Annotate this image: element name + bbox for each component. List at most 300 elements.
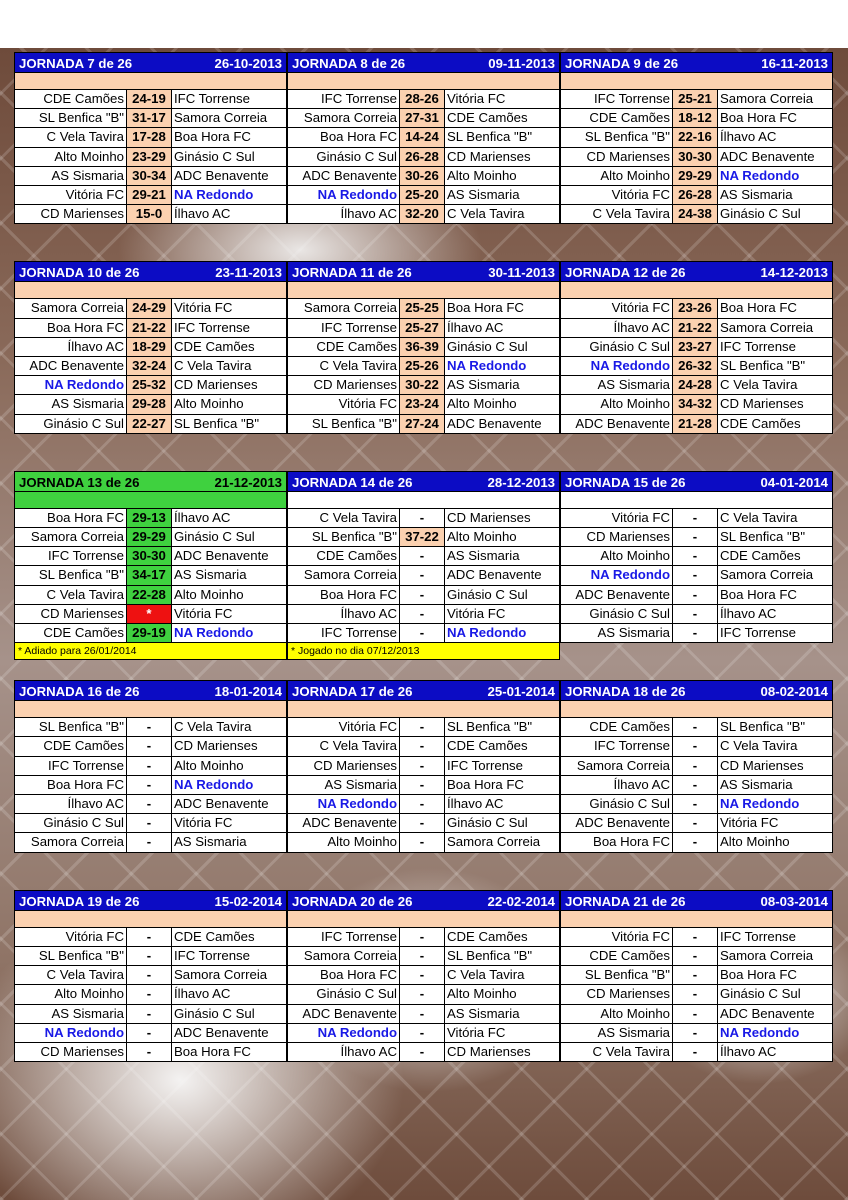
score: 18-29: [127, 337, 172, 356]
game-row: [15, 718, 287, 737]
score: 30-34: [127, 166, 172, 185]
score: -: [673, 624, 718, 643]
away-team: NA Redondo: [718, 795, 833, 814]
game-row: [561, 585, 833, 604]
away-team: Ílhavo AC: [172, 985, 287, 1004]
away-team: SL Benfica "B": [445, 946, 560, 965]
score: 24-19: [127, 90, 172, 109]
away-team: IFC Torrense: [172, 946, 287, 965]
score: -: [673, 814, 718, 833]
score: -: [400, 566, 445, 585]
away-team: NA Redondo: [445, 624, 560, 643]
game-row: [288, 1023, 560, 1042]
score: 15-0: [127, 205, 172, 224]
round-block: [560, 471, 833, 660]
home-team: Ílhavo AC: [288, 604, 400, 623]
home-team: Vitória FC: [15, 927, 127, 946]
score: 14-24: [400, 128, 445, 147]
score: -: [673, 775, 718, 794]
away-team: ADC Benavente: [718, 147, 833, 166]
home-team: NA Redondo: [561, 357, 673, 376]
round-header: [287, 261, 560, 282]
game-row: [561, 1004, 833, 1023]
score: 30-22: [400, 376, 445, 395]
game-row: [561, 376, 833, 395]
away-team: NA Redondo: [445, 357, 560, 376]
row-gap: [14, 853, 834, 890]
away-team: Boa Hora FC: [718, 585, 833, 604]
score: -: [673, 966, 718, 985]
game-row: [15, 966, 287, 985]
round-title: JORNADA 11 de 26: [292, 265, 412, 281]
away-team: C Vela Tavira: [718, 508, 833, 527]
score: 29-28: [127, 395, 172, 414]
games-table: [560, 508, 833, 643]
away-team: Vitória FC: [445, 604, 560, 623]
home-team: SL Benfica "B": [561, 966, 673, 985]
round-date: 18-01-2014: [214, 684, 282, 700]
round-title: JORNADA 19 de 26: [19, 893, 140, 909]
game-row: [561, 395, 833, 414]
home-team: Ginásio C Sul: [15, 414, 127, 433]
games-table: [14, 508, 287, 643]
home-team: NA Redondo: [15, 1023, 127, 1042]
round-title: JORNADA 16 de 26: [19, 684, 140, 700]
away-team: Samora Correia: [172, 966, 287, 985]
round-block: [14, 261, 287, 433]
away-team: NA Redondo: [718, 1023, 833, 1042]
game-row: [561, 1023, 833, 1042]
game-row: [15, 604, 287, 623]
game-row: [288, 566, 560, 585]
fixtures-sheet: [14, 52, 834, 1062]
score: -: [673, 737, 718, 756]
round-title: JORNADA 9 de 26: [565, 56, 679, 71]
home-team: CD Marienses: [15, 205, 127, 224]
away-team: AS Sismaria: [445, 376, 560, 395]
away-team: NA Redondo: [718, 166, 833, 185]
home-team: Ílhavo AC: [561, 318, 673, 337]
away-team: SL Benfica "B": [445, 128, 560, 147]
game-row: [288, 737, 560, 756]
round-title: JORNADA 12 de 26: [565, 265, 686, 281]
score: 26-28: [673, 186, 718, 205]
round-header: [14, 680, 287, 701]
home-team: Alto Moinho: [561, 547, 673, 566]
game-row: [288, 966, 560, 985]
game-row: [288, 1042, 560, 1061]
round-header: [560, 890, 833, 911]
score: 24-29: [127, 299, 172, 318]
game-row: [288, 299, 560, 318]
score: 21-28: [673, 414, 718, 433]
game-row: [561, 109, 833, 128]
game-row: [561, 508, 833, 527]
game-row: [561, 795, 833, 814]
score: 26-32: [673, 357, 718, 376]
away-team: CDE Camões: [445, 927, 560, 946]
home-team: CD Marienses: [15, 604, 127, 623]
game-row: [561, 414, 833, 433]
home-team: Ginásio C Sul: [561, 604, 673, 623]
home-team: AS Sismaria: [15, 166, 127, 185]
game-row: [561, 718, 833, 737]
game-row: [15, 1004, 287, 1023]
game-row: [561, 166, 833, 185]
home-team: Samora Correia: [15, 299, 127, 318]
home-team: ADC Benavente: [288, 814, 400, 833]
round-date: 16-11-2013: [761, 56, 828, 71]
score: 29-19: [127, 624, 172, 643]
score: -: [127, 833, 172, 852]
away-team: Boa Hora FC: [172, 1042, 287, 1061]
round-block: [14, 680, 287, 852]
home-team: C Vela Tavira: [15, 966, 127, 985]
game-row: [288, 624, 560, 643]
round-title: JORNADA 14 de 26: [292, 474, 413, 490]
score: 30-30: [673, 147, 718, 166]
home-team: CDE Camões: [15, 90, 127, 109]
score: -: [127, 946, 172, 965]
home-team: CD Marienses: [288, 756, 400, 775]
away-team: Alto Moinho: [172, 756, 287, 775]
home-team: IFC Torrense: [561, 90, 673, 109]
game-row: [288, 927, 560, 946]
away-team: SL Benfica "B": [718, 528, 833, 547]
game-row: [15, 737, 287, 756]
game-row: [288, 985, 560, 1004]
round-header: [287, 680, 560, 701]
away-team: C Vela Tavira: [172, 357, 287, 376]
game-row: [288, 318, 560, 337]
game-row: [15, 756, 287, 775]
round-date: 15-02-2014: [214, 893, 282, 909]
game-row: [288, 547, 560, 566]
home-team: C Vela Tavira: [561, 1042, 673, 1061]
round-note: * Adiado para 26/01/2014: [14, 643, 287, 660]
away-team: AS Sismaria: [172, 833, 287, 852]
game-row: [288, 528, 560, 547]
score: *: [127, 604, 172, 623]
score: 23-24: [400, 395, 445, 414]
away-team: AS Sismaria: [172, 566, 287, 585]
score: 23-26: [673, 299, 718, 318]
home-team: CDE Camões: [561, 109, 673, 128]
round-header: [14, 261, 287, 282]
away-team: IFC Torrense: [445, 756, 560, 775]
away-team: CD Marienses: [718, 756, 833, 775]
score: -: [673, 795, 718, 814]
home-team: Ílhavo AC: [15, 795, 127, 814]
score: 29-29: [127, 528, 172, 547]
game-row: [15, 795, 287, 814]
game-row: [15, 90, 287, 109]
away-team: Samora Correia: [718, 318, 833, 337]
score: -: [400, 624, 445, 643]
game-row: [15, 395, 287, 414]
game-row: [15, 337, 287, 356]
round-subheader: [560, 492, 833, 508]
score: 24-38: [673, 205, 718, 224]
game-row: [561, 186, 833, 205]
score: -: [673, 1004, 718, 1023]
score: -: [673, 985, 718, 1004]
score: -: [127, 927, 172, 946]
game-row: [288, 205, 560, 224]
round-block: [14, 52, 287, 224]
score: -: [127, 718, 172, 737]
round-row: [14, 890, 834, 1062]
away-team: AS Sismaria: [718, 186, 833, 205]
away-team: Alto Moinho: [445, 528, 560, 547]
away-team: CDE Camões: [718, 414, 833, 433]
home-team: C Vela Tavira: [288, 737, 400, 756]
row-gap: [14, 224, 834, 261]
score: -: [673, 585, 718, 604]
score: 25-26: [400, 357, 445, 376]
home-team: Samora Correia: [288, 946, 400, 965]
score: -: [127, 775, 172, 794]
game-row: [288, 775, 560, 794]
round-header: [560, 261, 833, 282]
score: 21-22: [127, 318, 172, 337]
score: -: [673, 508, 718, 527]
score: 22-28: [127, 585, 172, 604]
game-row: [288, 128, 560, 147]
game-row: [561, 927, 833, 946]
game-row: [15, 775, 287, 794]
game-row: [15, 528, 287, 547]
round-header: [287, 471, 560, 492]
game-row: [15, 205, 287, 224]
home-team: CD Marienses: [561, 147, 673, 166]
home-team: SL Benfica "B": [15, 566, 127, 585]
game-row: [561, 318, 833, 337]
score: -: [127, 814, 172, 833]
away-team: NA Redondo: [172, 624, 287, 643]
home-team: ADC Benavente: [288, 166, 400, 185]
round-header: [14, 52, 287, 73]
home-team: NA Redondo: [288, 795, 400, 814]
home-team: CD Marienses: [288, 376, 400, 395]
game-row: [288, 166, 560, 185]
score: -: [400, 814, 445, 833]
games-table: [287, 89, 560, 224]
away-team: Vitória FC: [172, 299, 287, 318]
round-header: [287, 52, 560, 73]
round-subheader: [14, 701, 287, 717]
away-team: Vitória FC: [718, 814, 833, 833]
away-team: Ginásio C Sul: [445, 585, 560, 604]
score: -: [400, 756, 445, 775]
round-block: [560, 261, 833, 433]
round-header: [14, 890, 287, 911]
game-row: [15, 985, 287, 1004]
home-team: Boa Hora FC: [288, 585, 400, 604]
round-date: 26-10-2013: [214, 56, 282, 71]
home-team: CD Marienses: [561, 528, 673, 547]
row-gap: [14, 660, 834, 680]
away-team: AS Sismaria: [445, 186, 560, 205]
game-row: [561, 966, 833, 985]
home-team: CDE Camões: [288, 547, 400, 566]
home-team: AS Sismaria: [561, 624, 673, 643]
away-team: SL Benfica "B": [718, 357, 833, 376]
round-header: [287, 890, 560, 911]
games-table: [560, 298, 833, 433]
away-team: Ílhavo AC: [172, 508, 287, 527]
game-row: [15, 357, 287, 376]
away-team: C Vela Tavira: [445, 205, 560, 224]
home-team: C Vela Tavira: [288, 508, 400, 527]
games-table: [560, 927, 833, 1062]
home-team: CDE Camões: [15, 737, 127, 756]
home-team: Alto Moinho: [15, 147, 127, 166]
home-team: AS Sismaria: [15, 1004, 127, 1023]
round-subheader: [560, 73, 833, 89]
round-block: [287, 890, 560, 1062]
games-table: [560, 89, 833, 224]
score: 25-27: [400, 318, 445, 337]
away-team: CD Marienses: [445, 508, 560, 527]
away-team: Alto Moinho: [445, 166, 560, 185]
round-header: [560, 680, 833, 701]
away-team: C Vela Tavira: [718, 376, 833, 395]
score: 27-24: [400, 414, 445, 433]
home-team: Ílhavo AC: [288, 1042, 400, 1061]
score: -: [400, 946, 445, 965]
away-team: CD Marienses: [445, 147, 560, 166]
away-team: Boa Hora FC: [718, 299, 833, 318]
home-team: Boa Hora FC: [15, 318, 127, 337]
games-table: [287, 298, 560, 433]
away-team: Vitória FC: [445, 1023, 560, 1042]
games-table: [287, 927, 560, 1062]
round-subheader: [287, 492, 560, 508]
away-team: Ginásio C Sul: [445, 337, 560, 356]
games-table: [14, 927, 287, 1062]
game-row: [561, 624, 833, 643]
round-block: [560, 52, 833, 224]
score: 23-27: [673, 337, 718, 356]
home-team: Samora Correia: [15, 528, 127, 547]
game-row: [561, 357, 833, 376]
home-team: SL Benfica "B": [288, 528, 400, 547]
away-team: ADC Benavente: [718, 1004, 833, 1023]
round-header: [560, 52, 833, 73]
away-team: CDE Camões: [718, 547, 833, 566]
away-team: Samora Correia: [445, 833, 560, 852]
round-subheader: [14, 492, 287, 508]
round-note: * Jogado no dia 07/12/2013: [287, 643, 560, 660]
score: -: [673, 1023, 718, 1042]
home-team: AS Sismaria: [288, 775, 400, 794]
score: 21-22: [673, 318, 718, 337]
game-row: [288, 414, 560, 433]
score: -: [400, 1023, 445, 1042]
score: -: [673, 528, 718, 547]
game-row: [288, 357, 560, 376]
round-header: [14, 471, 287, 492]
round-title: JORNADA 17 de 26: [292, 684, 413, 700]
game-row: [15, 1023, 287, 1042]
home-team: ADC Benavente: [15, 357, 127, 376]
game-row: [561, 946, 833, 965]
score: 30-30: [127, 547, 172, 566]
away-team: Alto Moinho: [718, 833, 833, 852]
home-team: NA Redondo: [288, 1023, 400, 1042]
away-team: CD Marienses: [445, 1042, 560, 1061]
home-team: C Vela Tavira: [15, 585, 127, 604]
home-team: SL Benfica "B": [15, 109, 127, 128]
away-team: Alto Moinho: [172, 395, 287, 414]
away-team: ADC Benavente: [172, 1023, 287, 1042]
home-team: Boa Hora FC: [288, 128, 400, 147]
score: -: [127, 795, 172, 814]
game-row: [288, 186, 560, 205]
round-title: JORNADA 15 de 26: [565, 474, 686, 490]
score: 17-28: [127, 128, 172, 147]
score: -: [673, 927, 718, 946]
home-team: Alto Moinho: [561, 166, 673, 185]
home-team: SL Benfica "B": [288, 414, 400, 433]
round-block: [14, 471, 287, 660]
away-team: IFC Torrense: [718, 337, 833, 356]
home-team: AS Sismaria: [15, 395, 127, 414]
away-team: SL Benfica "B": [172, 414, 287, 433]
score: 31-17: [127, 109, 172, 128]
away-team: Vitória FC: [445, 90, 560, 109]
away-team: IFC Torrense: [172, 90, 287, 109]
score: 29-21: [127, 186, 172, 205]
home-team: Boa Hora FC: [561, 833, 673, 852]
score: -: [127, 756, 172, 775]
away-team: C Vela Tavira: [718, 737, 833, 756]
score: 25-21: [673, 90, 718, 109]
game-row: [288, 585, 560, 604]
home-team: ADC Benavente: [561, 414, 673, 433]
home-team: C Vela Tavira: [561, 205, 673, 224]
score: -: [673, 756, 718, 775]
score: 25-20: [400, 186, 445, 205]
score: 34-17: [127, 566, 172, 585]
game-row: [15, 186, 287, 205]
game-row: [15, 414, 287, 433]
round-row: [14, 471, 834, 660]
score: -: [400, 547, 445, 566]
score: 30-26: [400, 166, 445, 185]
game-row: [561, 337, 833, 356]
away-team: Ginásio C Sul: [172, 528, 287, 547]
round-subheader: [14, 911, 287, 927]
round-date: 28-12-2013: [487, 474, 555, 490]
away-team: Ginásio C Sul: [718, 985, 833, 1004]
away-team: Samora Correia: [718, 90, 833, 109]
away-team: Vitória FC: [172, 814, 287, 833]
round-date: 09-11-2013: [488, 56, 555, 71]
away-team: IFC Torrense: [718, 624, 833, 643]
game-row: [15, 1042, 287, 1061]
score: 25-32: [127, 376, 172, 395]
home-team: ADC Benavente: [288, 1004, 400, 1023]
home-team: AS Sismaria: [561, 376, 673, 395]
away-team: Vitória FC: [172, 604, 287, 623]
score: 22-27: [127, 414, 172, 433]
score: 32-24: [127, 357, 172, 376]
score: 32-20: [400, 205, 445, 224]
game-row: [561, 566, 833, 585]
away-team: NA Redondo: [172, 186, 287, 205]
